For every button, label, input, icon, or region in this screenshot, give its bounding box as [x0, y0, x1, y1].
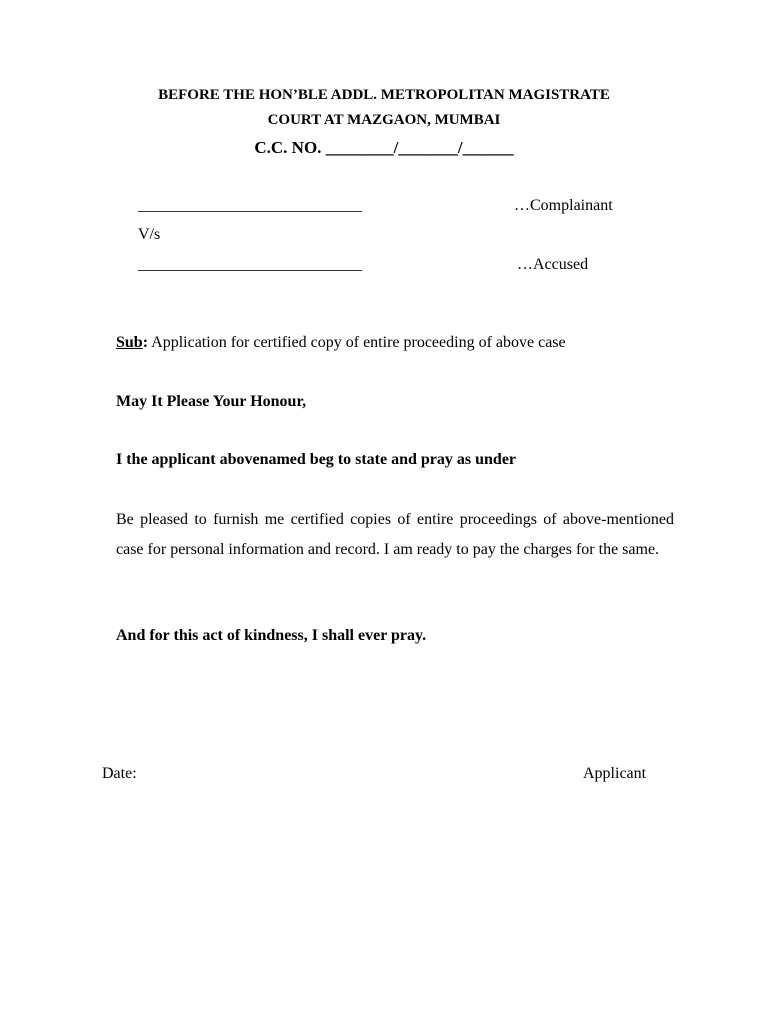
subject-colon: :	[142, 334, 149, 351]
subject-text: Application for certified copy of entire proceeding of above case	[148, 334, 566, 351]
intro-statement: I the applicant abovenamed beg to state and pray as under	[116, 451, 517, 468]
accused-label: …Accused	[517, 256, 589, 273]
salutation-comma: ,	[302, 393, 307, 410]
versus-label: V/s	[138, 226, 161, 243]
date-label: Date:	[102, 765, 137, 782]
complainant-name-blank: ____________________________	[138, 197, 362, 214]
salutation	[116, 393, 306, 411]
court-heading-line-1: BEFORE THE HON’BLE ADDL. METROPOLITAN MAGISTRATE	[158, 87, 610, 103]
salutation-text: May It Please Your Honour	[116, 393, 303, 410]
closing-prayer: And for this act of kindness, I shall ever pray.	[116, 627, 427, 644]
applicant-signature-label: Applicant	[583, 765, 647, 782]
subject-line	[116, 334, 566, 352]
complainant-label: …Complainant	[514, 197, 613, 214]
accused-name-blank: ____________________________	[138, 256, 362, 273]
court-heading-line-2: COURT AT MAZGAON, MUMBAI	[267, 112, 501, 128]
case-number: C.C. NO. ________/_______/______	[254, 138, 514, 157]
subject-label: Sub	[116, 334, 143, 351]
body-paragraph: Be pleased to furnish me certified copies of entire proceedings of above-mentioned case for personal information and record. I am ready to pay the charges for the same.	[116, 511, 674, 558]
